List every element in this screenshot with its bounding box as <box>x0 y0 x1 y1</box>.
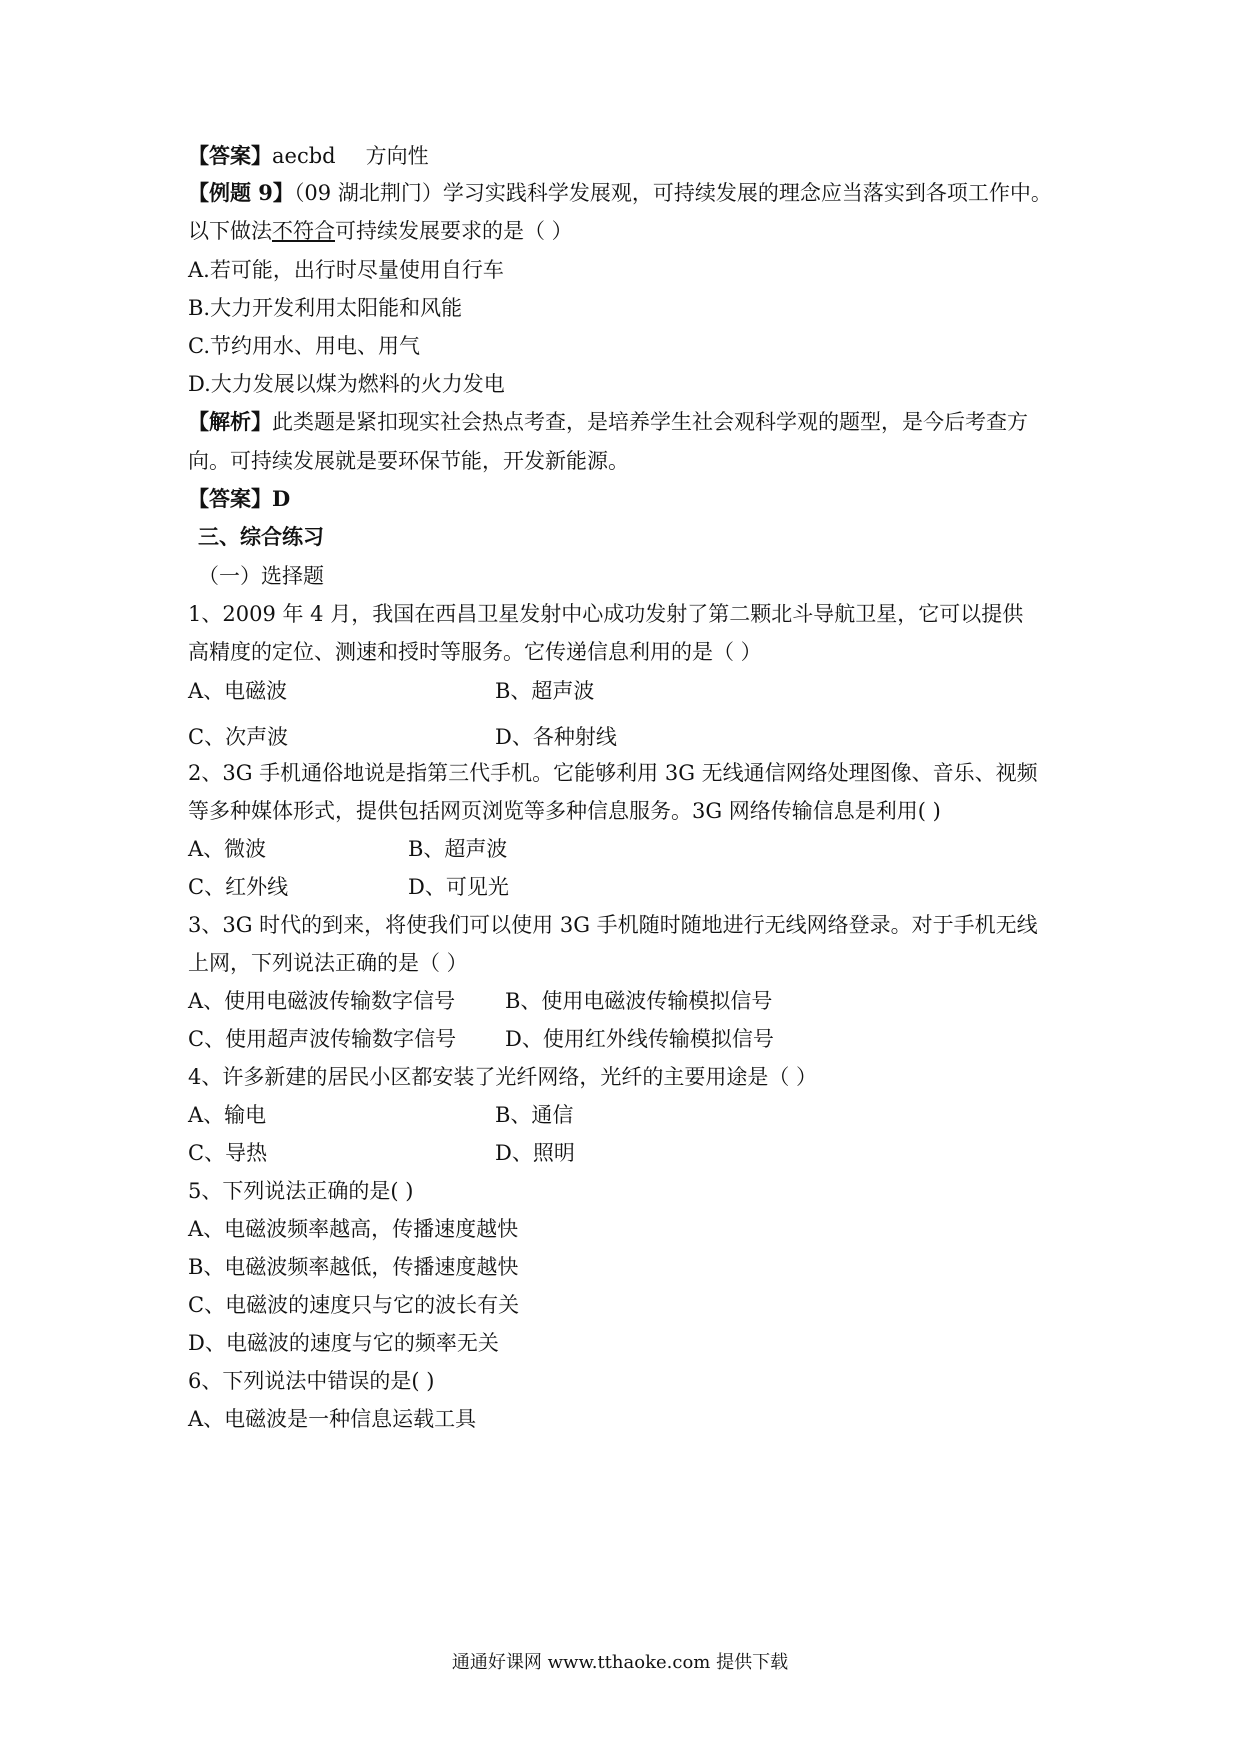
q3-option-b: B、使用电磁波传输模拟信号 <box>505 989 773 1013</box>
answer-label: 【答案】 <box>188 143 272 168</box>
example9-line2-b: 可持续发展要求的是（ ） <box>335 219 573 243</box>
q2-option-c: C、红外线 <box>188 875 289 899</box>
q1-line-1: 1、2009 年 4 月，我国在西昌卫星发射中心成功发射了第二颗北斗导航卫星，它可以提供 <box>188 602 1024 626</box>
answer-value-2: D <box>272 486 291 511</box>
q6-line-1: 6、下列说法中错误的是( ) <box>188 1369 435 1393</box>
q3-line-2: 上网，下列说法正确的是（ ） <box>188 951 468 975</box>
q1-option-d: D、各种射线 <box>495 725 617 749</box>
q6-option-a: A、电磁波是一种信息运载工具 <box>188 1407 477 1431</box>
q2-option-d: D、可见光 <box>408 875 509 899</box>
ex9-option-c: C.节约用水、用电、用气 <box>188 334 420 358</box>
analysis-label: 【解析】 <box>188 409 272 434</box>
q1-option-c: C、次声波 <box>188 725 289 749</box>
example9-line-1 <box>188 178 1052 208</box>
example9-text: （09 湖北荆门）学习实践科学发展观，可持续发展的理念应当落实到各项工作中。 <box>293 181 1052 205</box>
q4-option-d: D、照明 <box>495 1141 575 1165</box>
ex9-option-a: A.若可能，出行时尽量使用自行车 <box>188 258 504 282</box>
analysis-line-2: 向。可持续发展就是要环保节能，开发新能源。 <box>188 449 629 473</box>
answer-value: aecbd <box>272 144 336 168</box>
answer-line-1 <box>188 141 429 171</box>
q5-line-1: 5、下列说法正确的是( ) <box>188 1179 414 1203</box>
q2-option-b: B、超声波 <box>408 837 508 861</box>
example9-label: 【例题 9】 <box>188 180 294 205</box>
q1-option-a: A、电磁波 <box>188 679 288 703</box>
q3-option-c: C、使用超声波传输数字信号 <box>188 1027 457 1051</box>
q3-option-d: D、使用红外线传输模拟信号 <box>505 1027 774 1051</box>
q3-line-1: 3、3G 时代的到来，将使我们可以使用 3G 手机随时随地进行无线网络登录。对于手机无线 <box>188 913 1038 937</box>
q2-option-a: A、微波 <box>188 837 267 861</box>
analysis-line-1 <box>188 407 1028 437</box>
answer-line-2 <box>188 484 290 514</box>
q4-option-a: A、输电 <box>188 1103 267 1127</box>
q5-option-b: B、电磁波频率越低，传播速度越快 <box>188 1255 519 1279</box>
example9-line2-underlined: 不符合 <box>272 219 335 243</box>
q2-line-2: 等多种媒体形式，提供包括网页浏览等多种信息服务。3G 网络传输信息是利用( ) <box>188 799 941 823</box>
q1-option-b: B、超声波 <box>495 679 595 703</box>
analysis-text-1: 此类题是紧扣现实社会热点考查，是培养学生社会观科学观的题型，是今后考查方 <box>272 410 1028 434</box>
ex9-option-b: B.大力开发利用太阳能和风能 <box>188 296 463 320</box>
q4-option-b: B、通信 <box>495 1103 574 1127</box>
q3-option-a: A、使用电磁波传输数字信号 <box>188 989 456 1013</box>
q5-option-d: D、电磁波的速度与它的频率无关 <box>188 1331 499 1355</box>
q1-line-2: 高精度的定位、测速和授时等服务。它传递信息利用的是（ ） <box>188 640 762 664</box>
page-footer: 通通好课网 www.tthaoke.com 提供下载 <box>451 1652 789 1673</box>
answer-label-2: 【答案】 <box>188 486 272 511</box>
example9-line-2 <box>188 216 573 246</box>
q4-option-c: C、导热 <box>188 1141 268 1165</box>
answer-extra: 方向性 <box>365 144 429 168</box>
q4-line-1: 4、许多新建的居民小区都安装了光纤网络，光纤的主要用途是（ ） <box>188 1065 818 1089</box>
section-title: 三、综合练习 <box>198 524 324 549</box>
subsection-title: （一）选择题 <box>198 564 324 588</box>
q5-option-c: C、电磁波的速度只与它的波长有关 <box>188 1293 520 1317</box>
ex9-option-d: D.大力发展以煤为燃料的火力发电 <box>188 372 505 396</box>
example9-line2-a: 以下做法 <box>188 219 272 243</box>
q2-line-1: 2、3G 手机通俗地说是指第三代手机。它能够利用 3G 无线通信网络处理图像、音乐、视频 <box>188 761 1038 785</box>
q5-option-a: A、电磁波频率越高，传播速度越快 <box>188 1217 519 1241</box>
